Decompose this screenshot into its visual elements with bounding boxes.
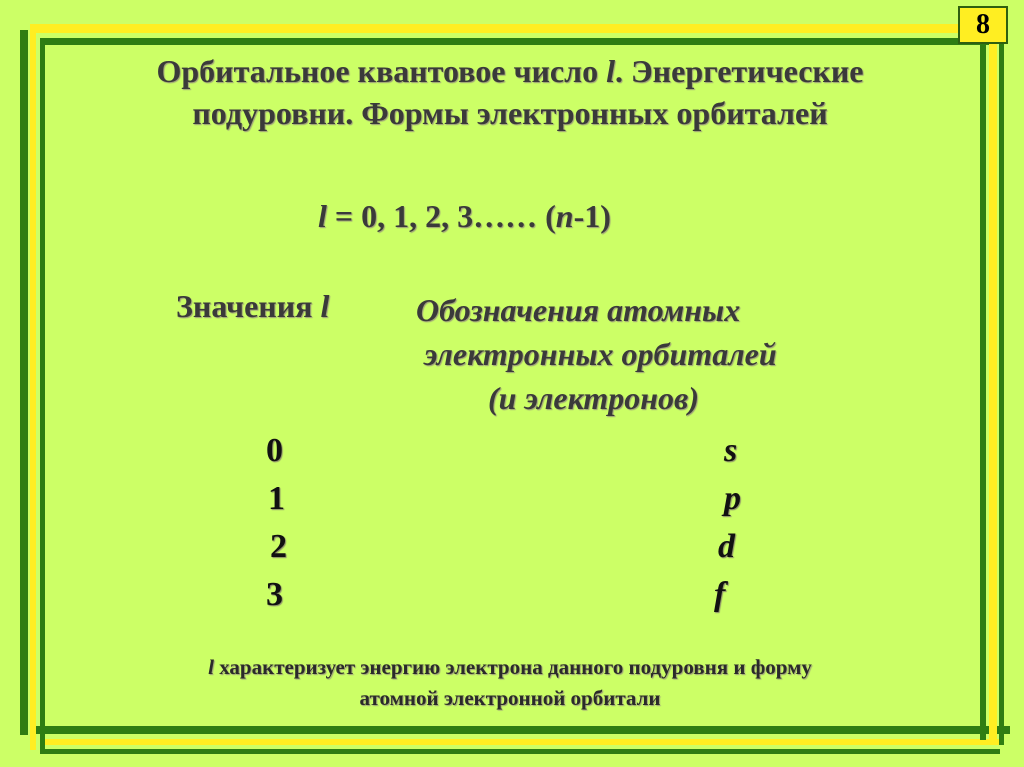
- title-line-1: [40, 50, 980, 92]
- frame-right-green-stripe-2: [999, 40, 1004, 745]
- frame-right-yellow-stripe: [989, 40, 997, 740]
- footer-note: [60, 652, 960, 714]
- row-l-value-0: 0: [266, 432, 283, 469]
- frame-bottom-green-stripe: [30, 726, 1010, 734]
- formula-values: = 0, 1, 2, 3…… (: [326, 198, 556, 234]
- frame-right-green-stripe: [980, 40, 986, 740]
- formula-tail: -1): [573, 198, 611, 234]
- title-line-2: подуровни. Формы электронных орбиталей: [192, 95, 828, 131]
- frame-top-green-stripe: [40, 38, 995, 45]
- column-header-orbital-line-1: Обозначения атомных: [416, 292, 741, 328]
- l-values-formula: [318, 198, 611, 235]
- title-variable-l: l: [606, 53, 615, 89]
- frame-left-yellow-stripe: [30, 30, 36, 750]
- row-symbol-p: p: [724, 480, 741, 517]
- row-symbol-f: f: [714, 576, 726, 613]
- column-header-l-text: Значения: [176, 288, 321, 324]
- footer-line-2: атомной электронной орбитали: [359, 686, 661, 710]
- formula-variable-l: l: [318, 198, 327, 234]
- formula-variable-n: n: [555, 198, 574, 234]
- footer-line-1: [60, 652, 960, 683]
- row-l-value-2: 2: [270, 528, 287, 565]
- column-header-orbital-line-3: (и электронов): [488, 380, 699, 416]
- frame-bottom-yellow-stripe: [40, 739, 1000, 745]
- title-line-1-suffix: . Энергетические: [614, 53, 864, 89]
- frame-left-green-stripe: [20, 30, 28, 735]
- row-l-value-1: 1: [268, 480, 285, 517]
- column-header-l-variable: l: [320, 288, 330, 324]
- slide-number: 8: [976, 9, 990, 40]
- column-header-orbital-line-2: электронных орбиталей: [424, 336, 777, 372]
- slide-number-badge: [958, 6, 1008, 44]
- slide-title: [40, 50, 980, 134]
- column-header-orbital-designations: [416, 288, 876, 420]
- row-l-value-3: 3: [266, 576, 283, 613]
- frame-left-green-stripe-2: [40, 38, 45, 750]
- frame-top-yellow-stripe: [30, 24, 990, 33]
- row-symbol-s: s: [724, 432, 738, 469]
- footer-line-1-text: характеризует энергию электрона данного подуровня и форму: [213, 655, 812, 679]
- title-line-1-prefix: Орбитальное квантовое число: [156, 53, 607, 89]
- row-symbol-d: d: [718, 528, 735, 565]
- frame-bottom-green-stripe-2: [40, 749, 1000, 754]
- footer-variable-l: l: [208, 655, 214, 679]
- column-header-l-values: [176, 288, 329, 325]
